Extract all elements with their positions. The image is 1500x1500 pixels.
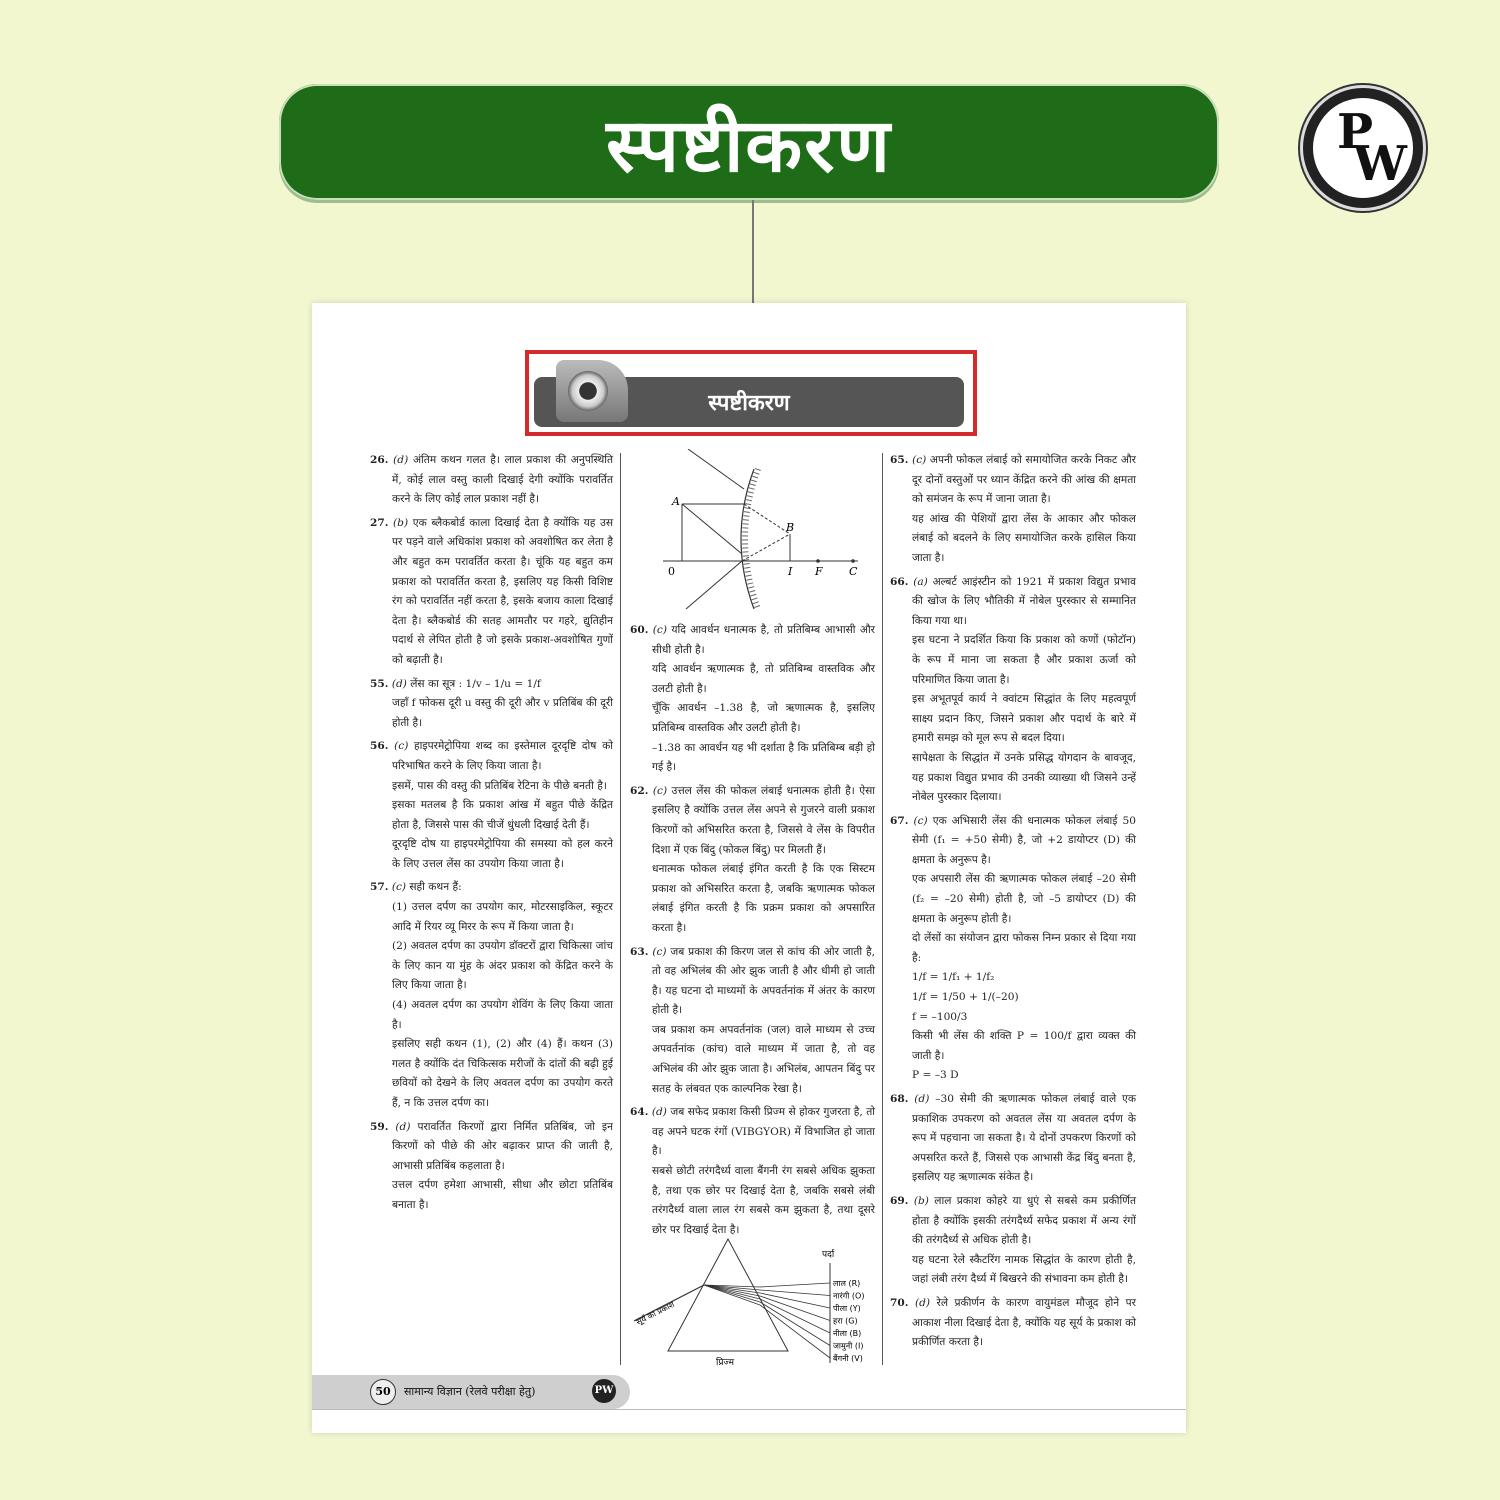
label-b: B [786,521,795,534]
ray-inside-prism [704,1285,760,1305]
answer-item [630,1103,875,1240]
logo-letter-p: P [1337,104,1374,160]
answer-text: एक अभिसारी लेंस की धनात्मक फोकल लंबाई 50 सेमी (f₁ = +50 सेमी) है, जो +2 डायोप्टर (D) की क्षमता के अनुरूप है। [912,814,1136,866]
answer-text: जब सफेद प्रकाश किसी प्रिज्म से होकर गुजरता है, तो वह अपने घटक रंगों (VIBGYOR) में विभाजित हो जाता है। [652,1106,876,1158]
screen-label: पर्दा [822,1250,835,1260]
answer-item [370,514,613,671]
answer-paragraph: इसमें, पास की वस्तु की प्रतिबिंब रेटिना के पीछे बनती है। [392,779,607,792]
answer-first-line [630,782,875,860]
answer-option: (d) [914,1093,930,1105]
answer-paragraph: इसका मतलब है कि प्रकाश आंख में बहुत पीछे केंद्रित होता है, जिससे पास की चीजें धुंधली दिखाई देती हैं। [392,799,613,831]
answer-first-line [370,737,613,776]
answer-paragraph: सापेक्षता के सिद्धांत में उनके प्रसिद्ध योगदान के बावजूद, यह प्रकाश विद्युत प्रभाव की उनकी व्याख्या थी जिसने उन्हें नोबेल पुरस्कार दिलाया। [912,751,1136,804]
answer-paragraph: (4) अवतल दर्पण का उपयोग शेविंग के लिए किया जाता है। [392,999,613,1031]
answer-column-1 [370,451,613,1220]
answer-paragraph: धनात्मक फोकल लंबाई इंगित करती है कि एक सिस्टम प्रकाश को अभिसरित करता है, जबकि ऋणात्मक फोकल लंबाई इंगित करती है कि प्रक्रम प्रकाश को अपसारित करता है। [652,863,875,934]
color-label: पीला (Y) [833,1304,861,1313]
logo-letter-w: W [1353,136,1407,192]
answer-first-line [370,878,613,898]
answer-first-line [890,1294,1137,1353]
page-bottom-rule [312,1409,1186,1410]
answer-item [370,1118,613,1216]
question-number: 27. [370,516,389,529]
label-c: C [849,565,858,578]
answer-option: (d) [651,1106,667,1119]
answer-first-line [630,943,876,1021]
question-number: 64. [630,1106,649,1119]
answer-option: (b) [913,1194,929,1207]
answer-item [630,943,875,1100]
mirror-curve [741,469,754,609]
focus-point [816,559,820,563]
answer-option: (c) [391,881,407,894]
answer-text: यदि आवर्धन धनात्मक है, तो प्रतिबिम्ब आभासी और सीधी होती है। [652,624,875,656]
question-number: 56. [370,740,389,753]
question-number: 26. [370,454,389,466]
answer-first-line [370,451,614,510]
answer-option: (d) [393,454,409,466]
answer-first-line [890,812,1136,871]
answer-option: (b) [393,516,409,529]
question-number: 65. [890,454,909,466]
answer-paragraph: दूरदृष्टि दोष या हाइपरमेट्रोपिया की समस्या को हल करने के लिए उत्तल लेंस का उपयोग किया जाता है। [392,838,613,870]
color-label: बैंगनी (V) [833,1354,863,1363]
column-divider [882,453,883,1365]
answer-first-line [890,573,1136,632]
answer-option: (d) [391,677,407,690]
answer-paragraph: दो लेंसों का संयोजन द्वारा फोकस निम्न प्रकार से दिया गया है: [912,932,1136,964]
answer-first-line [630,621,875,660]
ray-emergent [760,1293,830,1308]
answer-paragraph: एक अपसारी लेंस की ऋणात्मक फोकल लंबाई –20 सेमी (f₂ = –20 सेमी) होती है, जो –5 डायोप्टर (D) की क्षमता के अनुरूप होती है। [912,873,1136,925]
answer-paragraph: इसलिए सही कथन (1), (2) और (4) हैं। कथन (3) गलत है क्योंकि दंत चिकित्सक मरीजों के दांतों की बढ़ी हुई छवियों को देखने के लिए अवतल दर्पण का उपयोग करते हैं, न कि उत्तल दर्पण का। [392,1038,613,1109]
answer-item [630,621,875,778]
dispersed-rays [704,1283,830,1358]
answer-first-line [630,1103,876,1162]
answer-text: परावर्तित किरणों द्वारा निर्मित प्रतिबिंब, जो इन किरणों को पीछे की ओर बढ़ाकर प्राप्त की जाती है, आभासी प्रतिबिंब कहलाता है। [392,1120,613,1172]
question-number: 67. [890,814,909,827]
footer-pw-logo-icon: PW [592,1379,616,1403]
page-number: 50 [370,1379,396,1405]
answer-first-line [890,1192,1136,1251]
answer-paragraph: चूँकि आवर्धन –1.38 है, जो ऋणात्मक है, इसलिए प्रतिबिम्ब वास्तविक और उलटी होती है। [652,702,875,734]
logo-disc [1313,98,1413,198]
page-footer [312,1375,630,1409]
answer-first-line [370,675,613,695]
answer-paragraph: उत्तल दर्पण हमेशा आभासी, सीधा और छोटा प्रतिबिंब बनाता है। [392,1179,613,1211]
reflected-ray-bottom [686,561,742,609]
label-i: I [788,565,793,578]
answer-paragraph: सबसे छोटी तरंगदैर्ध्य वाला बैंगनी रंग सबसे अधिक झुकता है, तथा एक छोर पर दिखाई देता है, जबकि सबसे लंबी तरंगदैर्ध्य वाला लाल रंग सबसे कम झुकता है, तथा दूसरे छोर पर दिखाई देता है। [652,1165,875,1236]
color-labels [833,1279,864,1363]
answer-text: लेंस का सूत्र : 1/v – 1/u = 1/f [410,677,541,690]
answer-text: –30 सेमी की ऋणात्मक फोकल लंबाई वाले एक प्रकाशिक उपकरण को अवतल लेंस या अवतल दर्पण के रूप में पहचाना जा सकता है। ये दोनों उपकरण किरणों को अपसरित करते हैं, जिससे एक आभासी केंद्र बिंदु बनता है, इसलिए यह ऋणात्मक संकेत है। [912,1093,1137,1184]
answer-paragraph: इस अभूतपूर्व कार्य ने क्वांटम सिद्धांत के लिए महत्वपूर्ण साक्ष्य प्रदान किए, जिसने प्रकाश और पदार्थ के बारे में हमारी समझ को मूल रूप से बदल दिया। [912,693,1136,745]
answer-item [890,451,1136,569]
answer-column-2 [630,621,875,1244]
roll-hole-icon [568,371,608,411]
answer-paragraph: –1.38 का आवर्धन यह भी दर्शाता है कि प्रतिबिम्ब बड़ी हो गई है। [652,741,875,774]
ray-emergent [760,1305,830,1358]
answer-paragraph: यदि आवर्धन ऋणात्मक है, तो प्रतिबिम्ब वास्तविक और उलटी होती है। [652,663,875,695]
answer-text: रेले प्रकीर्णन के कारण वायुमंडल मौजूद होने पर आकाश नीला दिखाई देता है, क्योंकि यह सूर्य के प्रकाश को प्रकीर्णित करता है। [912,1296,1137,1349]
answer-text: अपनी फोकल लंबाई को समायोजित करके निकट और दूर दोनों वस्तुओं पर ध्यान केंद्रित करने की आंख की क्षमता को समंजन के रूप में जाना जाता है। [912,454,1136,506]
answer-text: हाइपरमेट्रोपिया शब्द का इस्तेमाल दूरदृष्टि दोष को परिभाषित करने के लिए किया जाता है। [392,740,613,772]
answer-item [890,573,1136,808]
question-number: 57. [370,881,389,894]
column-divider [620,453,621,1365]
centre-point [851,559,855,563]
answer-option: (c) [913,814,928,827]
answer-paragraph: जहाँ f फोकस दूरी u वस्तु की दूरी और v प्रतिबिंब की दूरी होती है। [392,697,613,729]
ray-2-extension [742,534,790,561]
question-number: 70. [890,1296,909,1309]
answer-item [890,1192,1136,1290]
question-number: 68. [890,1093,909,1105]
answer-item [370,737,613,874]
question-number: 60. [630,624,649,636]
answer-paragraph: (1) उत्तल दर्पण का उपयोग कार, मोटरसाइकिल, स्कूटर आदि में रियर व्यू मिरर के रूप में किया जाता है। [392,901,613,933]
answer-text: लाल प्रकाश कोहरे या धुएं से सबसे कम प्रकीर्णित होता है क्योंकि इसकी तरंगदैर्ध्य सफेद प्रकाश में अन्य रंगों की तरंगदैर्ध्य से अधिक होती है। [912,1194,1136,1247]
footer-book-title: सामान्य विज्ञान (रेलवे परीक्षा हेतु) [404,1385,536,1398]
color-label: लाल (R) [833,1279,861,1288]
ray-emergent [760,1299,830,1333]
answer-text: अंतिम कथन गलत है। लाल प्रकाश की अनुपस्थिति में, कोई लाल वस्तु काली दिखाई देगी क्योंकि परावर्तित करने के लिए कोई लाल प्रकाश नहीं है। [392,454,614,506]
color-label: हरा (G) [833,1316,858,1326]
answer-option: (c) [652,945,667,958]
answer-paragraph: यह घटना रेले स्कैटरिंग नामक सिद्धांत के कारण होती है, जहां लंबी तरंग दैर्ध्य में बिखरने की संभावना कम होती है। [912,1253,1136,1286]
ray-emergent [760,1290,830,1296]
ray-1-extension [744,504,790,534]
banner-title: स्पष्टीकरण [606,102,892,189]
answer-option: (c) [652,624,667,636]
answer-option: (c) [394,740,409,753]
answer-first-line [370,1118,613,1177]
prism-dispersion-diagram [630,1233,880,1371]
answer-text: जब प्रकाश की किरण जल से कांच की ओर जाती है, तो वह अभिलंब की ओर झुक जाती है और धीमी हो जाती है। यह घटना दो माध्यमों के अपवर्तनांक में अंतर के कारण होती है। [652,945,876,1017]
answer-option: (a) [913,575,928,588]
color-label: नीला (B) [833,1329,862,1338]
answer-text: एक ब्लैकबोर्ड काला दिखाई देता है क्योंकि यह उस पर पड़ने वाले अधिकांश प्रकाश को अवशोषित कर लेता है और बहुत कम परावर्तित करता है। चूंकि यह बहुत कम प्रकाश को परावर्तित करता है, इसलिए यह किसी विशिष्ट रंग को परावर्तित नहीं करता है, इसके बजाय काला दिखाई देता है। ब्लैकबोर्ड की सतह आमतौर पर गहरे, द्युतिहीन पदार्थ से लेपित होती है जो इसके प्रकाश-अवशोषित गुणों को बढ़ाती है। [392,516,613,666]
answer-text: उत्तल लेंस की फोकल लंबाई धनात्मक होती है। ऐसा इसलिए है क्योंकि उत्तल लेंस अपने से गुजरने वाली प्रकाश किरणों को अभिसरित करता है, जिससे वे लेंस के विपरीत दिशा में एक बिंदु (फोकल बिंदु) पर मिलती हैं। [652,784,875,856]
answer-item [370,878,613,1113]
pw-logo-icon [1300,85,1426,211]
answer-paragraph: f = –100/3 [912,1010,968,1023]
answer-item [890,1090,1136,1188]
answer-option: (c) [912,454,927,466]
answer-paragraph: (2) अवतल दर्पण का उपयोग डॉक्टरों द्वारा चिकित्सा जांच के लिए कान या मुंह के अंदर प्रकाश को केंद्रित करने के लिए किया जाता है। [392,940,613,992]
label-0: 0 [668,565,675,578]
answer-text: सही कथन हैं: [409,881,462,894]
answer-item [630,782,875,939]
question-number: 69. [890,1194,909,1207]
question-number: 63. [630,945,649,958]
color-label: नारंगी (O) [833,1291,865,1301]
answer-first-line [370,514,613,671]
answer-paragraph: P = –3 D [912,1069,959,1082]
answer-first-line [890,1090,1137,1188]
lens-ray-diagram [658,449,878,617]
answer-option: (d) [395,1120,411,1133]
answer-paragraph: इस घटना ने प्रदर्शित किया कि प्रकाश को कणों (फोटॉन) के रूप में माना जा सकता है और प्रकाश ऊर्जा को परिमाणित किया जाता है। [912,634,1136,686]
answer-option: (d) [914,1296,930,1309]
answer-paragraph: किसी भी लेंस की शक्ति P = 100/f द्वारा व्यक्त की जाती है। [912,1030,1136,1062]
label-a: A [672,495,680,508]
book-page [312,303,1186,1433]
label-f: F [815,565,823,578]
connector-line [752,200,754,318]
answer-paragraph: 1/f = 1/50 + 1/(–20) [912,991,1019,1004]
color-label: जामुनी (I) [833,1341,864,1351]
answer-item [890,812,1136,1086]
question-number: 62. [630,784,649,797]
answer-item [370,675,613,734]
answer-option: (c) [652,784,668,797]
ray-2 [682,504,742,554]
answer-first-line [890,451,1136,510]
answer-column-3 [890,451,1136,1357]
question-number: 55. [370,677,389,690]
prism-label: प्रिज्म [716,1358,734,1368]
title-banner [279,84,1219,200]
answer-paragraph: जब प्रकाश कम अपवर्तनांक (जल) वाले माध्यम से उच्च अपवर्तनांक (कांच) वाले माध्यम में जाता है, तो वह अभिलंब की ओर झुक जाता है। अभिलंब, आपतन बिंदु पर सतह के लंबवत एक काल्पनिक रेखा है। [652,1023,875,1095]
beam-label: सूर्य का प्रकाश [634,1299,676,1327]
incident-ray-top [688,449,744,489]
answer-paragraph: यह आंख की पेशियों द्वारा लेंस के आकार और फोकल लंबाई को बदलने के लिए समायोजित करके हासिल किया जाता है। [912,512,1136,564]
answer-item [890,1294,1136,1353]
question-number: 59. [370,1120,389,1133]
ray-emergent [760,1283,830,1287]
answer-text: अल्बर्ट आइंस्टीन को 1921 में प्रकाश विद्युत प्रभाव की खोज के लिए भौतिकी में नोबेल पुरस्कार से सम्मानित किया गया था। [912,575,1136,627]
page-header-title: स्पष्टीकरण [708,391,790,416]
answer-paragraph: 1/f = 1/f₁ + 1/f₂ [912,971,995,984]
question-number: 66. [890,575,909,588]
answer-item [370,451,613,510]
